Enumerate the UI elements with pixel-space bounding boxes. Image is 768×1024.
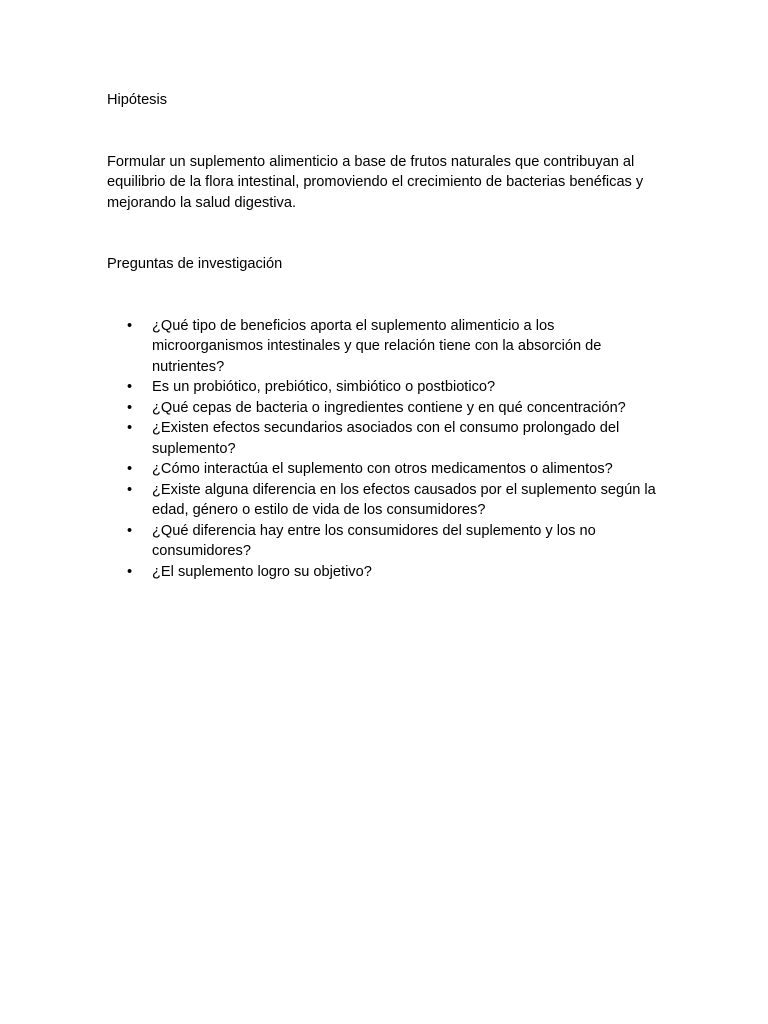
list-item <box>107 562 667 583</box>
hypothesis-heading: Hipótesis <box>107 92 168 108</box>
list-item <box>107 377 667 398</box>
bullet-icon: • <box>127 379 133 395</box>
list-item <box>107 480 667 521</box>
questions-list <box>107 316 667 583</box>
bullet-icon: • <box>127 481 133 498</box>
bullet-icon: • <box>127 317 133 334</box>
bullet-icon: • <box>127 522 133 539</box>
bullet-icon: • <box>127 399 133 416</box>
list-item <box>107 459 667 480</box>
question-text: ¿El suplemento logro su objetivo? <box>152 563 372 580</box>
document-page <box>107 90 667 582</box>
list-item <box>107 398 667 419</box>
question-text: Es un probiótico, prebiótico, simbiótico o postbiotico? <box>152 379 496 395</box>
list-item <box>107 316 667 378</box>
bullet-icon: • <box>127 420 133 436</box>
question-text: ¿Existe alguna diferencia en los efectos causados por el suplemento según la edad, género o estilo de vida de los consumidores? <box>152 481 656 518</box>
list-item <box>107 418 667 459</box>
hypothesis-paragraph: Formular un suplemento alimenticio a base de frutos naturales que contribuyan al equilibrio de la flora intestinal, promoviendo el crecimiento de bacterias benéficas y mejorando la salud digestiva. <box>107 153 644 211</box>
question-text: ¿Cómo interactúa el suplemento con otros medicamentos o alimentos? <box>152 461 613 477</box>
bullet-icon: • <box>127 461 133 477</box>
question-text: ¿Qué tipo de beneficios aporta el suplemento alimenticio a los microorganismos intestinales y que relación tiene con la absorción de nutrientes? <box>152 317 602 375</box>
list-item <box>107 521 667 562</box>
question-text: ¿Qué cepas de bacteria o ingredientes contiene y en qué concentración? <box>152 399 626 416</box>
question-text: ¿Qué diferencia hay entre los consumidores del suplemento y los no consumidores? <box>152 522 596 559</box>
questions-heading: Preguntas de investigación <box>107 256 283 272</box>
bullet-icon: • <box>127 563 133 580</box>
question-text: ¿Existen efectos secundarios asociados con el consumo prolongado del suplemento? <box>152 420 620 457</box>
